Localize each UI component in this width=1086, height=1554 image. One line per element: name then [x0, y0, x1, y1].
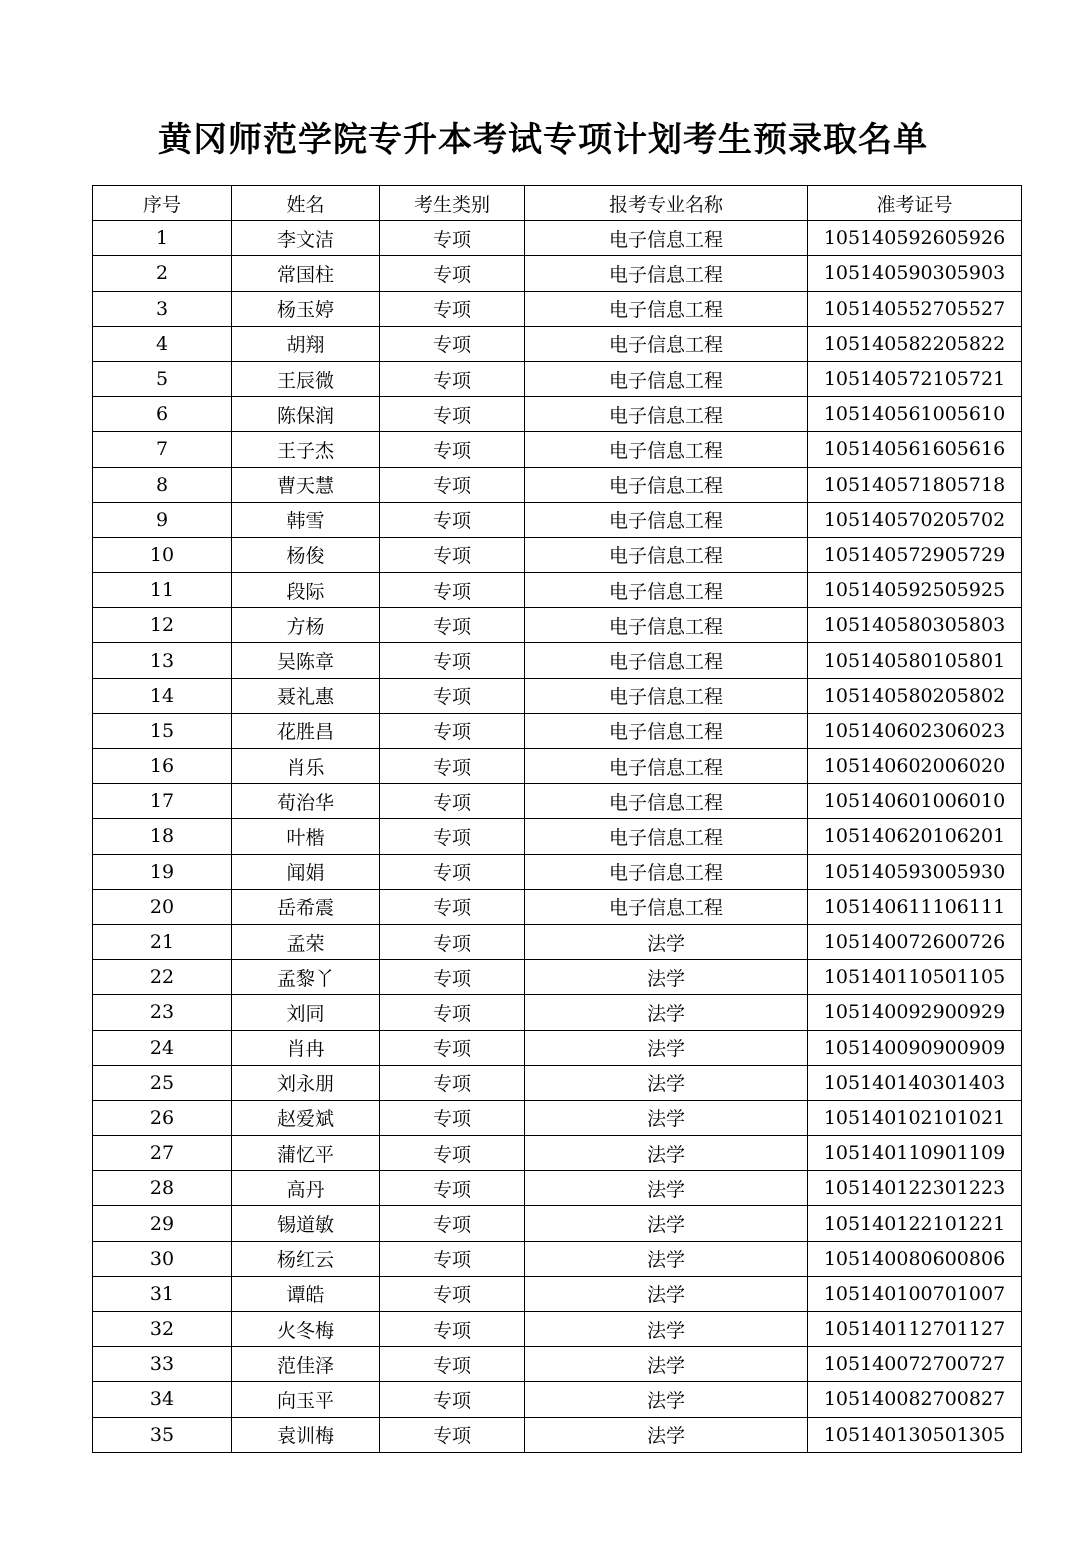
page-title: 黄冈师范学院专升本考试专项计划考生预录取名单	[158, 120, 928, 160]
exam-id-cell: 105140140301403	[808, 1065, 1022, 1100]
seq-cell: 15	[93, 713, 232, 748]
exam-id-cell: 105140092900929	[808, 995, 1022, 1030]
major-cell: 法学	[525, 1382, 808, 1417]
name-cell: 孟荣	[232, 924, 380, 959]
seq-cell: 11	[93, 573, 232, 608]
name-cell: 杨玉婷	[232, 291, 380, 326]
major-cell: 电子信息工程	[525, 467, 808, 502]
seq-cell: 23	[93, 995, 232, 1030]
category-cell: 专项	[380, 819, 525, 854]
name-cell: 锡道敏	[232, 1206, 380, 1241]
table-row	[93, 749, 1022, 784]
category-cell: 专项	[380, 1417, 525, 1452]
seq-cell: 18	[93, 819, 232, 854]
name-cell: 谭皓	[232, 1276, 380, 1311]
name-cell: 刘永朋	[232, 1065, 380, 1100]
category-cell: 专项	[380, 713, 525, 748]
seq-cell: 13	[93, 643, 232, 678]
category-cell: 专项	[380, 1312, 525, 1347]
exam-id-cell: 105140571805718	[808, 467, 1022, 502]
table-row	[93, 291, 1022, 326]
exam-id-cell: 105140582205822	[808, 326, 1022, 361]
name-cell: 叶楷	[232, 819, 380, 854]
seq-cell: 32	[93, 1312, 232, 1347]
category-cell: 专项	[380, 502, 525, 537]
major-cell: 电子信息工程	[525, 326, 808, 361]
major-cell: 法学	[525, 1276, 808, 1311]
seq-cell: 20	[93, 889, 232, 924]
category-cell: 专项	[380, 1100, 525, 1135]
category-cell: 专项	[380, 924, 525, 959]
major-cell: 法学	[525, 1417, 808, 1452]
name-cell: 聂礼惠	[232, 678, 380, 713]
category-cell: 专项	[380, 749, 525, 784]
major-cell: 电子信息工程	[525, 537, 808, 572]
seq-cell: 3	[93, 291, 232, 326]
category-cell: 专项	[380, 1136, 525, 1171]
seq-cell: 29	[93, 1206, 232, 1241]
category-cell: 专项	[380, 1171, 525, 1206]
seq-cell: 35	[93, 1417, 232, 1452]
name-cell: 陈保润	[232, 397, 380, 432]
table-row	[93, 889, 1022, 924]
major-cell: 电子信息工程	[525, 361, 808, 396]
exam-id-cell: 105140611106111	[808, 889, 1022, 924]
table-row	[93, 361, 1022, 396]
major-cell: 电子信息工程	[525, 713, 808, 748]
seq-cell: 33	[93, 1347, 232, 1382]
seq-cell: 17	[93, 784, 232, 819]
header-exam-id: 准考证号	[808, 186, 1022, 221]
category-cell: 专项	[380, 291, 525, 326]
header-row	[93, 186, 1022, 221]
major-cell: 电子信息工程	[525, 784, 808, 819]
major-cell: 电子信息工程	[525, 749, 808, 784]
exam-id-cell: 105140110501105	[808, 960, 1022, 995]
seq-cell: 21	[93, 924, 232, 959]
table-row	[93, 1206, 1022, 1241]
category-cell: 专项	[380, 326, 525, 361]
table-row	[93, 1276, 1022, 1311]
major-cell: 法学	[525, 1030, 808, 1065]
name-cell: 岳希震	[232, 889, 380, 924]
exam-id-cell: 105140570205702	[808, 502, 1022, 537]
exam-id-cell: 105140590305903	[808, 256, 1022, 291]
name-cell: 孟黎丫	[232, 960, 380, 995]
seq-cell: 12	[93, 608, 232, 643]
exam-id-cell: 105140100701007	[808, 1276, 1022, 1311]
exam-id-cell: 105140592505925	[808, 573, 1022, 608]
category-cell: 专项	[380, 573, 525, 608]
seq-cell: 22	[93, 960, 232, 995]
major-cell: 法学	[525, 995, 808, 1030]
category-cell: 专项	[380, 361, 525, 396]
table-row	[93, 1312, 1022, 1347]
table-row	[93, 678, 1022, 713]
exam-id-cell: 105140602306023	[808, 713, 1022, 748]
major-cell: 法学	[525, 1241, 808, 1276]
name-cell: 常国柱	[232, 256, 380, 291]
name-cell: 赵爱斌	[232, 1100, 380, 1135]
name-cell: 曹天慧	[232, 467, 380, 502]
name-cell: 方杨	[232, 608, 380, 643]
admission-table	[92, 185, 1022, 1453]
table-row	[93, 573, 1022, 608]
name-cell: 袁训梅	[232, 1417, 380, 1452]
table-row	[93, 608, 1022, 643]
category-cell: 专项	[380, 608, 525, 643]
major-cell: 法学	[525, 1171, 808, 1206]
exam-id-cell: 105140090900909	[808, 1030, 1022, 1065]
category-cell: 专项	[380, 995, 525, 1030]
exam-id-cell: 105140122301223	[808, 1171, 1022, 1206]
category-cell: 专项	[380, 256, 525, 291]
name-cell: 胡翔	[232, 326, 380, 361]
table-row	[93, 784, 1022, 819]
seq-cell: 30	[93, 1241, 232, 1276]
major-cell: 法学	[525, 1206, 808, 1241]
seq-cell: 5	[93, 361, 232, 396]
exam-id-cell: 105140130501305	[808, 1417, 1022, 1452]
name-cell: 吴陈章	[232, 643, 380, 678]
header-name: 姓名	[232, 186, 380, 221]
category-cell: 专项	[380, 432, 525, 467]
category-cell: 专项	[380, 1241, 525, 1276]
table-row	[93, 1100, 1022, 1135]
exam-id-cell: 105140592605926	[808, 221, 1022, 256]
name-cell: 韩雪	[232, 502, 380, 537]
table-row	[93, 1417, 1022, 1452]
seq-cell: 25	[93, 1065, 232, 1100]
exam-id-cell: 105140102101021	[808, 1100, 1022, 1135]
table-row	[93, 1171, 1022, 1206]
major-cell: 电子信息工程	[525, 291, 808, 326]
category-cell: 专项	[380, 1276, 525, 1311]
table-row	[93, 1241, 1022, 1276]
name-cell: 花胜昌	[232, 713, 380, 748]
seq-cell: 14	[93, 678, 232, 713]
name-cell: 范佳泽	[232, 1347, 380, 1382]
category-cell: 专项	[380, 960, 525, 995]
exam-id-cell: 105140580105801	[808, 643, 1022, 678]
table-row	[93, 432, 1022, 467]
exam-id-cell: 105140572105721	[808, 361, 1022, 396]
table-row	[93, 221, 1022, 256]
seq-cell: 31	[93, 1276, 232, 1311]
exam-id-cell: 105140561005610	[808, 397, 1022, 432]
exam-id-cell: 105140580205802	[808, 678, 1022, 713]
exam-id-cell: 105140620106201	[808, 819, 1022, 854]
seq-cell: 26	[93, 1100, 232, 1135]
header-seq: 序号	[93, 186, 232, 221]
exam-id-cell: 105140122101221	[808, 1206, 1022, 1241]
category-cell: 专项	[380, 1382, 525, 1417]
major-cell: 电子信息工程	[525, 397, 808, 432]
table-row	[93, 1347, 1022, 1382]
exam-id-cell: 105140602006020	[808, 749, 1022, 784]
seq-cell: 16	[93, 749, 232, 784]
table-row	[93, 256, 1022, 291]
table-row	[93, 1065, 1022, 1100]
major-cell: 法学	[525, 924, 808, 959]
exam-id-cell: 105140593005930	[808, 854, 1022, 889]
category-cell: 专项	[380, 854, 525, 889]
name-cell: 肖冉	[232, 1030, 380, 1065]
category-cell: 专项	[380, 1206, 525, 1241]
major-cell: 电子信息工程	[525, 573, 808, 608]
name-cell: 杨俊	[232, 537, 380, 572]
name-cell: 闻娟	[232, 854, 380, 889]
name-cell: 高丹	[232, 1171, 380, 1206]
exam-id-cell: 105140112701127	[808, 1312, 1022, 1347]
exam-id-cell: 105140072600726	[808, 924, 1022, 959]
table-row	[93, 713, 1022, 748]
major-cell: 电子信息工程	[525, 502, 808, 537]
table-row	[93, 467, 1022, 502]
name-cell: 李文洁	[232, 221, 380, 256]
table-row	[93, 960, 1022, 995]
table-row	[93, 819, 1022, 854]
table-row	[93, 854, 1022, 889]
name-cell: 王子杰	[232, 432, 380, 467]
name-cell: 蒲忆平	[232, 1136, 380, 1171]
category-cell: 专项	[380, 1347, 525, 1382]
major-cell: 法学	[525, 1136, 808, 1171]
seq-cell: 1	[93, 221, 232, 256]
table-row	[93, 924, 1022, 959]
exam-id-cell: 105140082700827	[808, 1382, 1022, 1417]
seq-cell: 9	[93, 502, 232, 537]
category-cell: 专项	[380, 397, 525, 432]
category-cell: 专项	[380, 1030, 525, 1065]
major-cell: 电子信息工程	[525, 608, 808, 643]
exam-id-cell: 105140572905729	[808, 537, 1022, 572]
table-row	[93, 326, 1022, 361]
name-cell: 荀治华	[232, 784, 380, 819]
seq-cell: 24	[93, 1030, 232, 1065]
seq-cell: 6	[93, 397, 232, 432]
seq-cell: 10	[93, 537, 232, 572]
category-cell: 专项	[380, 784, 525, 819]
table-body	[93, 221, 1022, 1453]
name-cell: 肖乐	[232, 749, 380, 784]
major-cell: 法学	[525, 1312, 808, 1347]
table-row	[93, 502, 1022, 537]
major-cell: 法学	[525, 1065, 808, 1100]
category-cell: 专项	[380, 678, 525, 713]
table-row	[93, 537, 1022, 572]
category-cell: 专项	[380, 643, 525, 678]
table-row	[93, 1136, 1022, 1171]
major-cell: 电子信息工程	[525, 819, 808, 854]
exam-id-cell: 105140552705527	[808, 291, 1022, 326]
table-row	[93, 397, 1022, 432]
name-cell: 火冬梅	[232, 1312, 380, 1347]
name-cell: 段际	[232, 573, 380, 608]
exam-id-cell: 105140580305803	[808, 608, 1022, 643]
seq-cell: 4	[93, 326, 232, 361]
major-cell: 电子信息工程	[525, 889, 808, 924]
name-cell: 刘同	[232, 995, 380, 1030]
seq-cell: 34	[93, 1382, 232, 1417]
table-row	[93, 995, 1022, 1030]
major-cell: 电子信息工程	[525, 643, 808, 678]
major-cell: 法学	[525, 960, 808, 995]
seq-cell: 8	[93, 467, 232, 502]
table-row	[93, 643, 1022, 678]
seq-cell: 2	[93, 256, 232, 291]
header-category: 考生类别	[380, 186, 525, 221]
category-cell: 专项	[380, 221, 525, 256]
header-major: 报考专业名称	[525, 186, 808, 221]
name-cell: 王辰微	[232, 361, 380, 396]
major-cell: 法学	[525, 1100, 808, 1135]
seq-cell: 27	[93, 1136, 232, 1171]
major-cell: 电子信息工程	[525, 854, 808, 889]
table-header	[93, 186, 1022, 221]
seq-cell: 19	[93, 854, 232, 889]
major-cell: 电子信息工程	[525, 256, 808, 291]
exam-id-cell: 105140110901109	[808, 1136, 1022, 1171]
exam-id-cell: 105140561605616	[808, 432, 1022, 467]
category-cell: 专项	[380, 467, 525, 502]
name-cell: 向玉平	[232, 1382, 380, 1417]
category-cell: 专项	[380, 889, 525, 924]
exam-id-cell: 105140601006010	[808, 784, 1022, 819]
seq-cell: 28	[93, 1171, 232, 1206]
table-row	[93, 1382, 1022, 1417]
exam-id-cell: 105140072700727	[808, 1347, 1022, 1382]
major-cell: 电子信息工程	[525, 678, 808, 713]
table-row	[93, 1030, 1022, 1065]
major-cell: 法学	[525, 1347, 808, 1382]
category-cell: 专项	[380, 1065, 525, 1100]
category-cell: 专项	[380, 537, 525, 572]
major-cell: 电子信息工程	[525, 432, 808, 467]
seq-cell: 7	[93, 432, 232, 467]
name-cell: 杨红云	[232, 1241, 380, 1276]
major-cell: 电子信息工程	[525, 221, 808, 256]
exam-id-cell: 105140080600806	[808, 1241, 1022, 1276]
